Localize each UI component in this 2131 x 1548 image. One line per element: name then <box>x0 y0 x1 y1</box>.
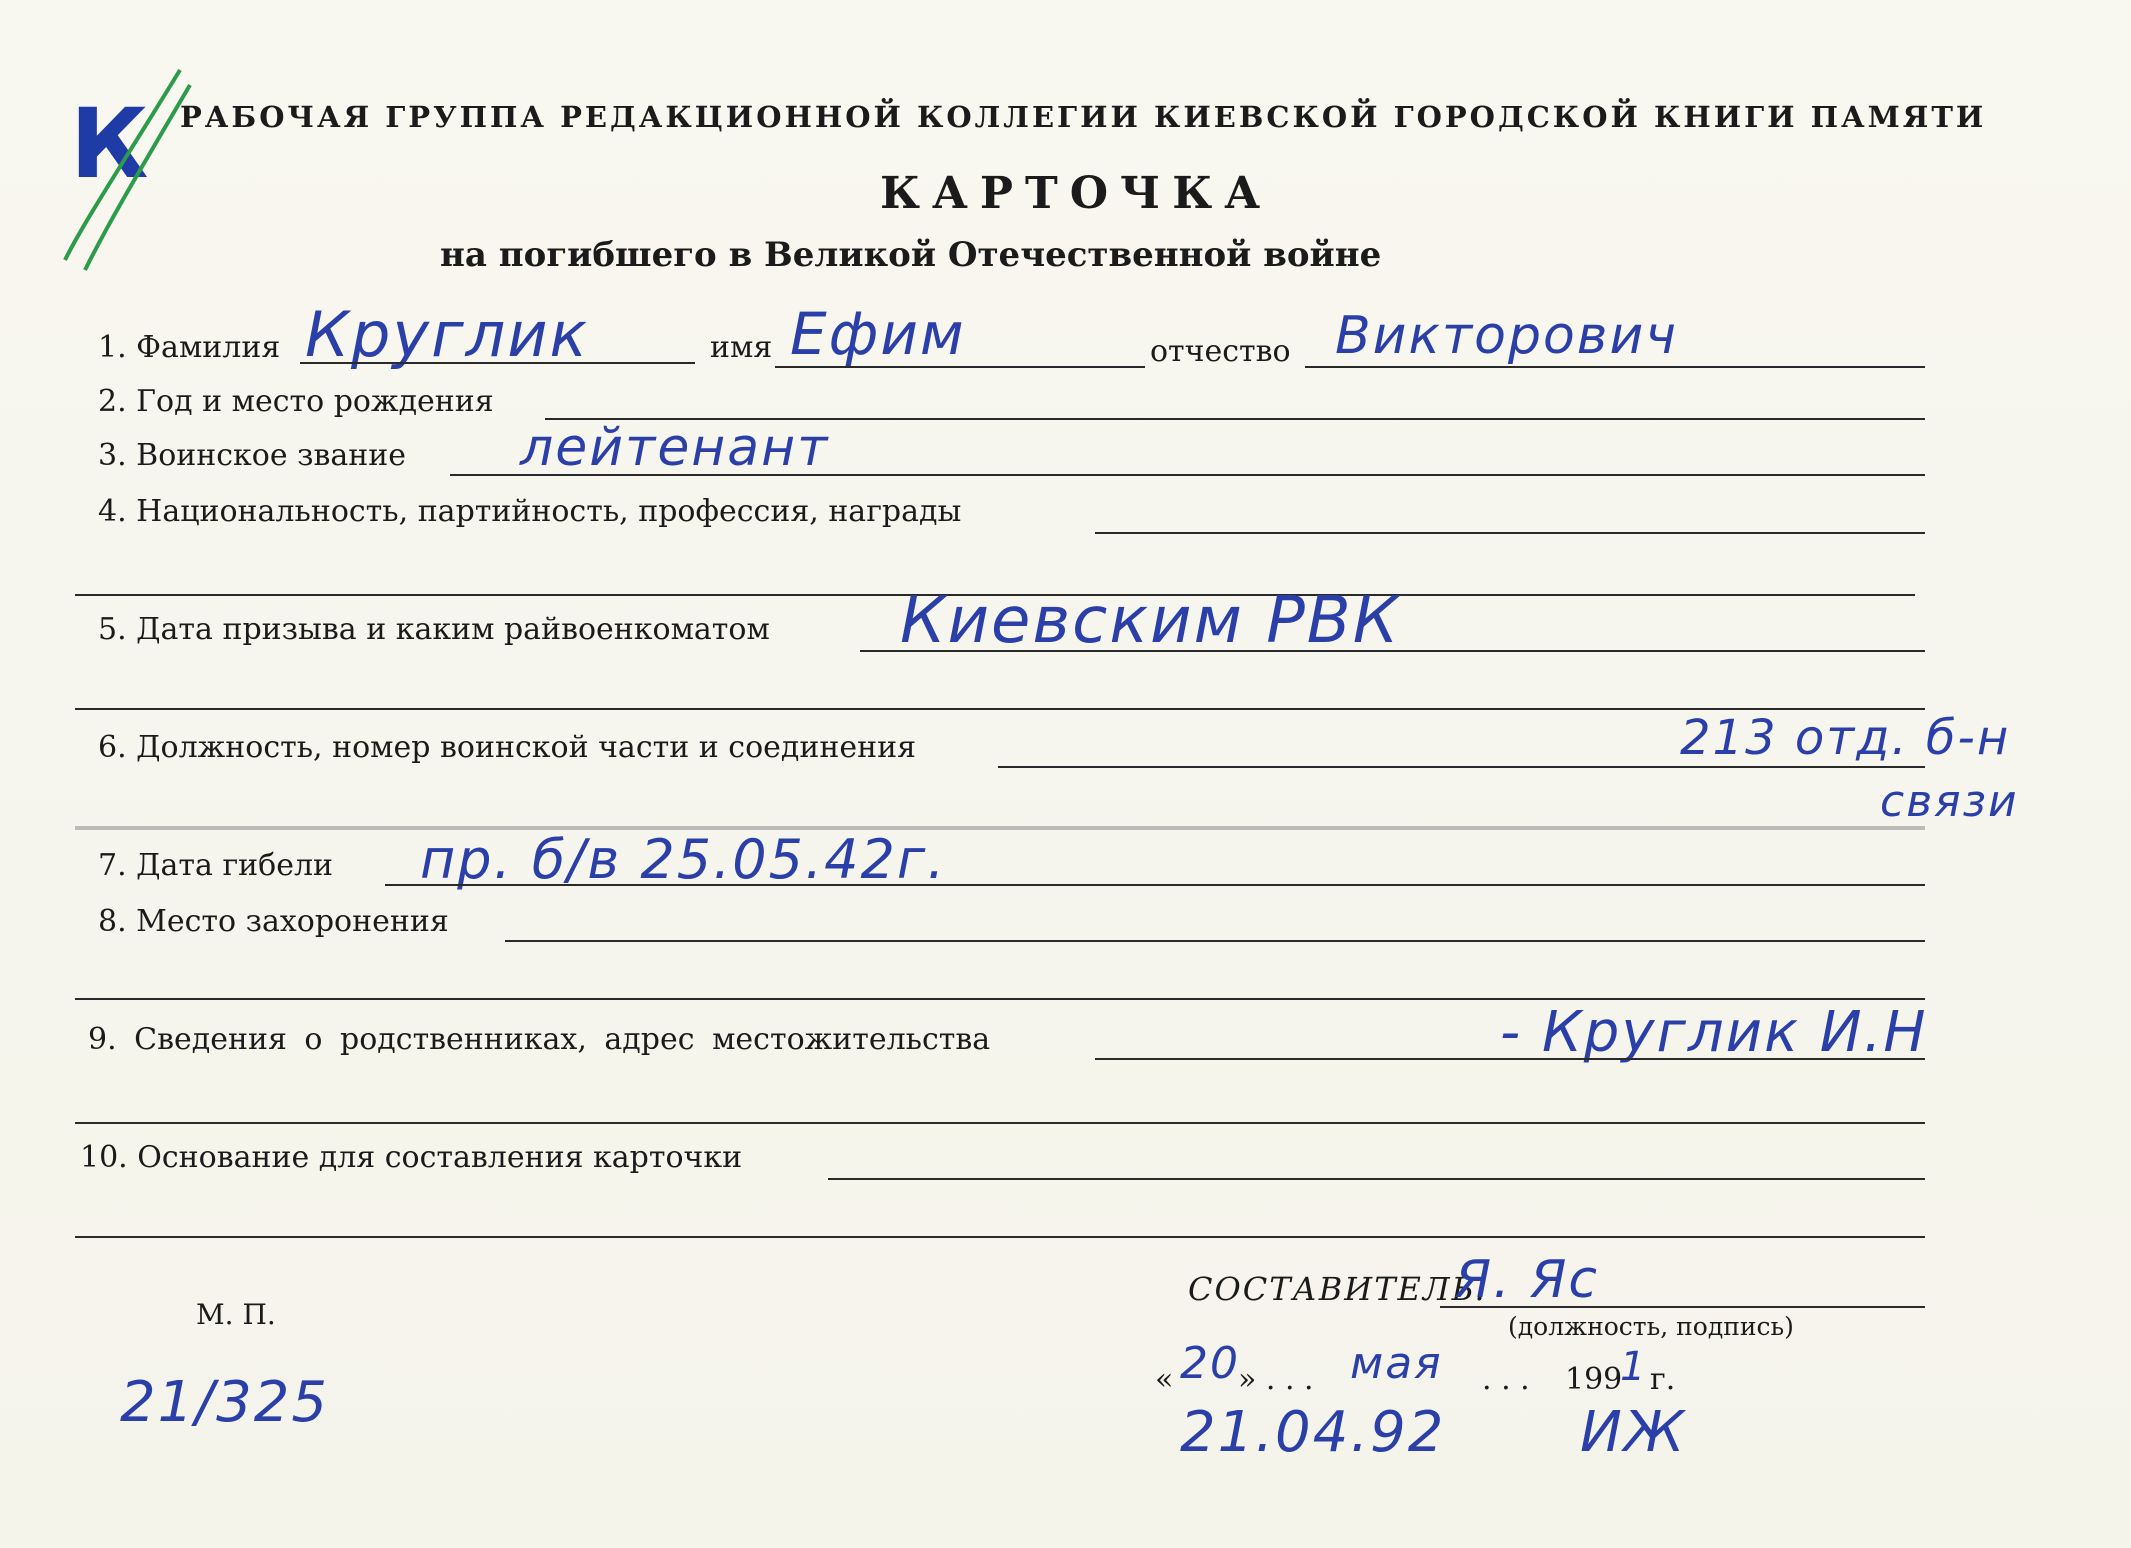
date-year-g: г. <box>1650 1362 1676 1397</box>
unit-value-1: 213 отд. б-н <box>1680 710 2011 766</box>
field-10-line-2 <box>75 1236 1925 1238</box>
date-year-prefix: 199 <box>1565 1362 1623 1397</box>
field-9-line <box>1095 1058 1925 1060</box>
field-3-line <box>450 474 1925 476</box>
field-5-label: 5. Дата призыва и каким райвоенкоматом <box>98 612 770 647</box>
field-5-line <box>860 650 1925 652</box>
field-7-label: 7. Дата гибели <box>98 848 334 883</box>
name-value: Ефим <box>790 300 966 368</box>
field-3-label: 3. Воинское звание <box>98 438 407 473</box>
field-5-line-2 <box>75 708 1925 710</box>
surname-line <box>300 362 695 364</box>
name-line <box>775 366 1145 368</box>
org-header: РАБОЧАЯ ГРУППА РЕДАКЦИОННОЙ КОЛЛЕГИИ КИЕВСКОЙ ГОРОДСКОЙ КНИГИ ПАМЯТИ <box>180 100 1987 134</box>
compiler-label: СОСТАВИТЕЛЬ: <box>1188 1270 1488 1308</box>
date-day: 20 <box>1180 1338 1240 1389</box>
compiler-signature: Я. Яс <box>1455 1250 1599 1310</box>
death-date-value: пр. б/в 25.05.42г. <box>420 828 947 891</box>
field-9-label: 9. Сведения о родственниках, адрес местожительства <box>88 1022 991 1057</box>
field-6-line <box>998 766 1925 768</box>
date-dots: . . . <box>1482 1362 1530 1397</box>
field-8-line <box>505 940 1925 942</box>
compiler-line <box>1440 1306 1925 1308</box>
field-8-label: 8. Место захоронения <box>98 904 449 939</box>
card-title: КАРТОЧКА <box>880 168 1273 219</box>
field-4-line <box>1095 532 1925 534</box>
field-1-label: 1. Фамилия <box>98 330 281 365</box>
corner-mark: К <box>70 88 151 200</box>
unit-value-2: связи <box>1880 776 2019 827</box>
date-close-quote: » . . . <box>1238 1362 1314 1397</box>
date-year-suffix: 1 <box>1620 1344 1648 1390</box>
date-month: мая <box>1350 1338 1443 1389</box>
card-subtitle: на погибшего в Великой Отечественной войне <box>440 235 1382 275</box>
patronymic-value: Викторович <box>1335 306 1678 366</box>
compiler-caption: (должность, подпись) <box>1508 1312 1794 1341</box>
rank-value: лейтенант <box>520 418 830 478</box>
surname-value: Круглик <box>305 298 590 371</box>
draft-office-value: Киевским РВК <box>900 584 1401 658</box>
name-label: имя <box>710 330 773 365</box>
second-signature: ИЖ <box>1580 1400 1687 1465</box>
field-7-line <box>385 884 1925 886</box>
field-6-line-2 <box>75 826 1925 830</box>
field-9-line-2 <box>75 1122 1925 1124</box>
field-4-label: 4. Национальность, партийность, профессия, награды <box>98 494 962 529</box>
green-check-icon <box>55 60 195 280</box>
reference-number: 21/325 <box>120 1370 330 1435</box>
stamp-place-label: М. П. <box>196 1298 276 1331</box>
field-2-label: 2. Год и место рождения <box>98 384 494 419</box>
field-6-label: 6. Должность, номер воинской части и соединения <box>98 730 917 765</box>
date-open-quote: « <box>1155 1362 1174 1397</box>
relatives-value: - Круглик И.Н <box>1500 1000 1928 1065</box>
patronymic-line <box>1305 366 1925 368</box>
patronymic-label: отчество <box>1150 334 1291 369</box>
field-10-line <box>828 1178 1925 1180</box>
second-date: 21.04.92 <box>1180 1400 1446 1465</box>
field-10-label: 10. Основание для составления карточки <box>80 1140 743 1175</box>
